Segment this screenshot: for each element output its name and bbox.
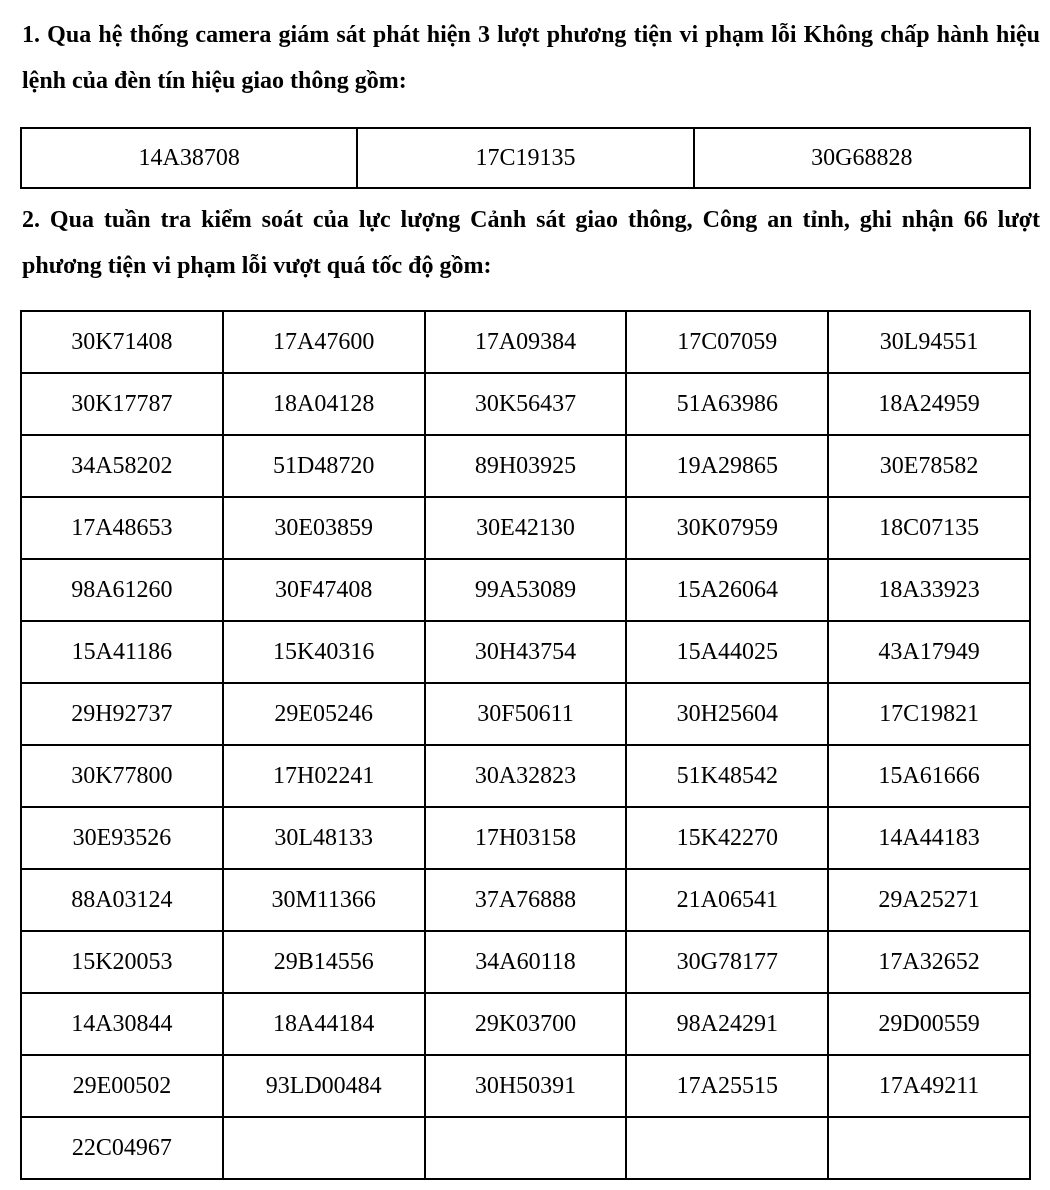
- plate-cell: 17A49211: [828, 1055, 1030, 1117]
- section-2-heading: 2. Qua tuần tra kiểm soát của lực lượng Cảnh sát giao thông, Công an tỉnh, ghi nhận 66 lượt phương tiện vi phạm lỗi vượt quá tốc độ gồm:: [22, 207, 1040, 279]
- plate-cell: [425, 1117, 627, 1179]
- plate-cell: 51D48720: [223, 435, 425, 497]
- plate-cell: 17A32652: [828, 931, 1030, 993]
- plate-cell: 29H92737: [21, 683, 223, 745]
- table-row: [21, 559, 1030, 621]
- table-row: [21, 745, 1030, 807]
- plate-cell: 30H43754: [425, 621, 627, 683]
- plate-cell: 30L48133: [223, 807, 425, 869]
- plate-cell: 30H50391: [425, 1055, 627, 1117]
- plate-cell: [626, 1117, 828, 1179]
- plate-cell: 17A48653: [21, 497, 223, 559]
- plate-cell: 30A32823: [425, 745, 627, 807]
- plate-cell: 18A44184: [223, 993, 425, 1055]
- plate-cell: 29K03700: [425, 993, 627, 1055]
- table-row: [21, 807, 1030, 869]
- plate-cell: 30G78177: [626, 931, 828, 993]
- plate-cell: 30H25604: [626, 683, 828, 745]
- plate-cell: 15A61666: [828, 745, 1030, 807]
- table-row: [21, 869, 1030, 931]
- plate-cell: 30F47408: [223, 559, 425, 621]
- plate-cell: 30L94551: [828, 311, 1030, 373]
- plate-cell: 15A26064: [626, 559, 828, 621]
- plate-cell: 30K17787: [21, 373, 223, 435]
- plate-cell: 29B14556: [223, 931, 425, 993]
- red-light-violation-table: [20, 127, 1031, 189]
- plate-cell: 29D00559: [828, 993, 1030, 1055]
- plate-cell: 17C19821: [828, 683, 1030, 745]
- plate-cell: 18C07135: [828, 497, 1030, 559]
- plate-cell: 29E00502: [21, 1055, 223, 1117]
- plate-cell: 19A29865: [626, 435, 828, 497]
- table-row: [21, 931, 1030, 993]
- table-row: [21, 373, 1030, 435]
- plate-cell: 15K42270: [626, 807, 828, 869]
- table-row: [21, 683, 1030, 745]
- plate-cell: [828, 1117, 1030, 1179]
- plate-cell: 30E03859: [223, 497, 425, 559]
- section-1-heading: 1. Qua hệ thống camera giám sát phát hiện 3 lượt phương tiện vi phạm lỗi Không chấp hành hiệu lệnh của đèn tín hiệu giao thông gồm:: [22, 22, 1040, 94]
- plate-cell: 15K40316: [223, 621, 425, 683]
- plate-cell: 88A03124: [21, 869, 223, 931]
- plate-cell: 17A25515: [626, 1055, 828, 1117]
- plate-cell: 30F50611: [425, 683, 627, 745]
- table-row: [21, 497, 1030, 559]
- plate-cell: 15K20053: [21, 931, 223, 993]
- plate-cell: 30K56437: [425, 373, 627, 435]
- plate-cell: 17A47600: [223, 311, 425, 373]
- table-row: [21, 435, 1030, 497]
- plate-cell: 18A04128: [223, 373, 425, 435]
- plate-cell: 15A44025: [626, 621, 828, 683]
- plate-cell: 17C19135: [357, 128, 693, 188]
- plate-cell: 51K48542: [626, 745, 828, 807]
- plate-cell: 43A17949: [828, 621, 1030, 683]
- table-row: [21, 1117, 1030, 1179]
- plate-cell: 22C04967: [21, 1117, 223, 1179]
- table-row: [21, 128, 1030, 188]
- plate-cell: 30M11366: [223, 869, 425, 931]
- plate-cell: 30K71408: [21, 311, 223, 373]
- plate-cell: 17H02241: [223, 745, 425, 807]
- plate-cell: 29E05246: [223, 683, 425, 745]
- plate-cell: [223, 1117, 425, 1179]
- plate-cell: 98A24291: [626, 993, 828, 1055]
- plate-cell: 93LD00484: [223, 1055, 425, 1117]
- plate-cell: 17C07059: [626, 311, 828, 373]
- table-row: [21, 993, 1030, 1055]
- plate-cell: 30E78582: [828, 435, 1030, 497]
- plate-cell: 14A38708: [21, 128, 357, 188]
- plate-cell: 17A09384: [425, 311, 627, 373]
- plate-cell: 15A41186: [21, 621, 223, 683]
- plate-cell: 29A25271: [828, 869, 1030, 931]
- table-row: [21, 1055, 1030, 1117]
- plate-cell: 18A24959: [828, 373, 1030, 435]
- plate-cell: 30G68828: [694, 128, 1030, 188]
- plate-cell: 21A06541: [626, 869, 828, 931]
- speeding-violation-table: [20, 310, 1031, 1180]
- table-row: [21, 621, 1030, 683]
- plate-cell: 18A33923: [828, 559, 1030, 621]
- plate-cell: 89H03925: [425, 435, 627, 497]
- plate-cell: 30E42130: [425, 497, 627, 559]
- plate-cell: 30E93526: [21, 807, 223, 869]
- plate-cell: 17H03158: [425, 807, 627, 869]
- plate-cell: 30K77800: [21, 745, 223, 807]
- plate-cell: 30K07959: [626, 497, 828, 559]
- plate-cell: 14A44183: [828, 807, 1030, 869]
- plate-cell: 51A63986: [626, 373, 828, 435]
- plate-cell: 34A60118: [425, 931, 627, 993]
- plate-cell: 14A30844: [21, 993, 223, 1055]
- plate-cell: 98A61260: [21, 559, 223, 621]
- table-row: [21, 311, 1030, 373]
- plate-cell: 99A53089: [425, 559, 627, 621]
- plate-cell: 34A58202: [21, 435, 223, 497]
- plate-cell: 37A76888: [425, 869, 627, 931]
